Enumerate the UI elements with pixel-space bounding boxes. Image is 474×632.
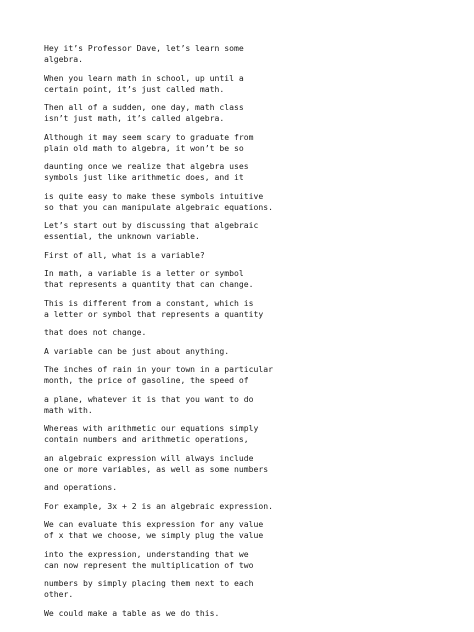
paragraph: Let’s start out by discussing that algebraic essential, the unknown variable. [44,220,259,241]
paragraph: Although it may seem scary to graduate from plain old math to algebra, it won’t be so [44,131,254,153]
paragraph: a plane, whatever it is that you want to do math with. [44,393,254,415]
paragraph: The inches of rain in your town in a particular month, the price of gasoline, the speed of [44,364,274,385]
paragraph: an algebraic expression will always include one or more variables, as well as some numbers [44,452,269,474]
paragraph: is quite easy to make these symbols intuitive so that you can manipulate algebraic equations. [44,190,274,212]
paragraph: In math, a variable is a letter or symbol that represents a quantity that can change. [44,268,254,289]
paragraph: Then all of a sudden, one day, math class isn’t just math, it’s called algebra. [44,102,244,123]
paragraph: When you learn math in school, up until a certain point, it’s just called math. [44,72,244,94]
paragraph: We could make a table as we do this. [44,607,220,618]
paragraph: into the expression, understanding that we can now represent the multiplication of two [44,548,254,570]
paragraph: This is different from a constant, which is a letter or symbol that represents a quantity [44,297,264,319]
paragraph: Whereas with arithmetic our equations simply contain numbers and arithmetic operations, [44,423,259,444]
paragraph: First of all, what is a variable? [44,249,205,260]
paragraph: We can evaluate this expression for any value of x that we choose, we simply plug the value [44,519,264,540]
paragraph: For example, 3x + 2 is an algebraic expression. [44,500,274,511]
paragraph: and operations. [44,482,118,492]
paragraph: A variable can be just about anything. [44,345,230,356]
paragraph: that does not change. [44,327,147,337]
transcript-text [44,43,464,626]
paragraph: numbers by simply placing them next to each other. [44,578,254,599]
paragraph: Hey it’s Professor Dave, let’s learn some algebra. [44,43,244,64]
paragraph: daunting once we realize that algebra uses symbols just like arithmetic does, and it [44,161,249,182]
